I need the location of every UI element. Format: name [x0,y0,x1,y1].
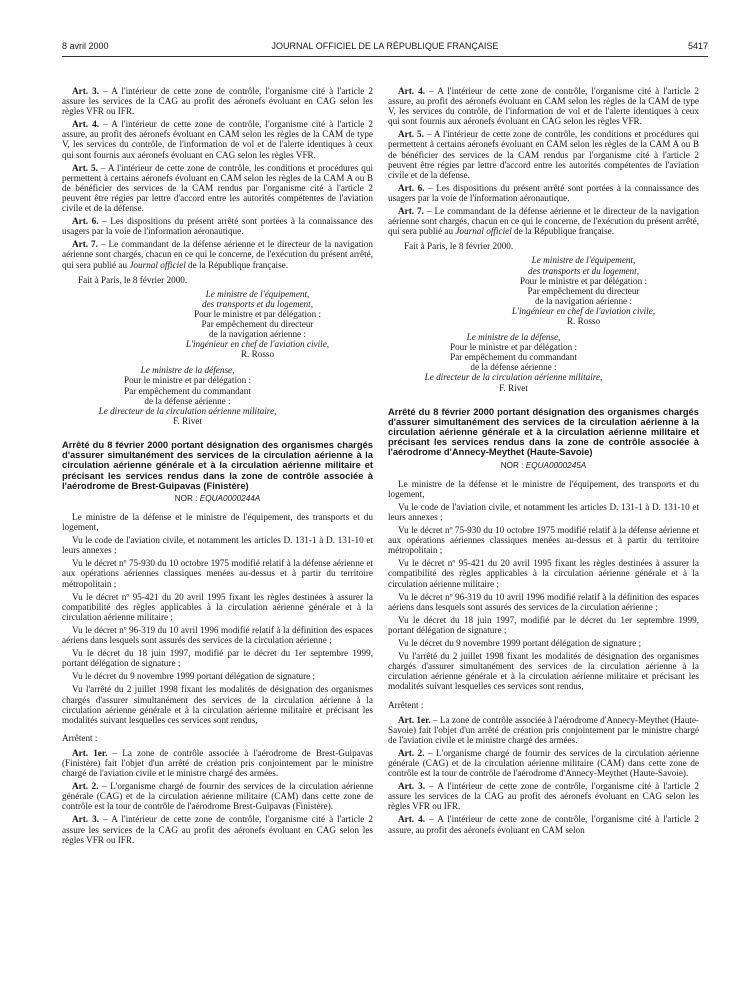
header-rule [62,56,708,57]
article-7: Art. 7. – Le commandant de la défense aérienne et le directeur de la navigation aérienne sont chargés, chacun en ce qui le concerne, de l'exécution du présent arrêté, qui sera publié au Journal officiel de la République française. [62,239,373,270]
nor-reference: NOR : EQUA0000244A [174,493,261,503]
article-4: Art. 4. – A l'intérieur de cette zone de contrôle, l'organisme cité à l'article 2 assure, au profit des aéronefs évoluant en CAM selon les règles de la CAM de type V, les services du contrôle, de l'information de vol et de l'alerte identiques à ceux qui sont fournis aux aéronefs évoluant en CAG selon les règles VFR. [388,86,699,127]
article-3: Art. 3. – A l'intérieur de cette zone de contrôle, l'organisme cité à l'article 2 assure les services de la CAG au profit des aéronefs évoluant en CAG selon les règles VFR ou IFR. [62,86,373,117]
page-header [62,41,708,55]
article-1: Art. 1er. – La zone de contrôle associée à l'aérodrome de Brest-Guipavas (Finistère) fait l'objet d'un arrêté de création pris conjointement par le ministre chargé de l'aviation civile et le ministre chargé des armées. [62,747,373,779]
preamble: Le ministre de la défense et le ministre de l'équipement, des transports et du logement, [62,512,373,533]
article-2: Art. 2. – L'organisme chargé de fournir des services de la circulation aérienne générale (CAG) et de la circulation aérienne militaire (CAM) dans cette zone de contrôle est la tour de contrôle de l'aérodrome d'Annecy-Meythet (Haute-Savoie). [388,747,699,779]
visa-1: Vu le code de l'aviation civile, et notamment les articles D. 131-1 à D. 131-10 et leurs annexes ; [388,501,699,523]
article-3-brest: Art. 3. – A l'intérieur de cette zone de contrôle, l'organisme cité à l'article 2 assure les services de la CAG au profit des aéronefs évoluant en CAG selon les règles VFR ou IFR. [62,814,373,845]
article-6: Art. 6. – Les dispositions du présent arrêté sont portées à la connaissance des usagers par la voie de l'information aéronautique. [388,182,699,203]
signature-equipement: Le ministre de l'équipement, des transports et du logement, Pour le ministre et par délégation : Par empêchement du directeur de la navigation aérienne : L'ingénieur en chef de l'aviation civile, R. Rosso [511,255,656,326]
nor-reference: NOR : EQUA0000245A [500,460,587,470]
visa-2: Vu le décret nº 75-930 du 10 octobre 1975 modifié relatif à la défense aérienne et aux opérations aériennes classiques menées au-dessus et à partir du territoire métropolitain ; [62,558,373,589]
visa-4: Vu le décret nº 96-319 du 10 avril 1996 modifié relatif à la définition des espaces aériens dans lesquels sont assurés des services de la circulation aérienne ; [62,624,373,646]
article-5: Art. 5. – A l'intérieur de cette zone de contrôle, les conditions et procédures qui permettent à certains aéronefs évoluant en CAM selon les règles de la CAM A ou B de bénéficier des services de la CAM rendus par l'organisme cité à l'article 2 peuvent être régies par lettre d'accord entre les autorités compétentes de l'aviation civile et de la défense. [388,129,699,180]
visa-1: Vu le code de l'aviation civile, et notamment les articles D. 131-1 à D. 131-10 et leurs annexes ; [62,535,373,556]
visa-4: Vu le décret nº 96-319 du 10 avril 1996 modifié relatif à la définition des espaces aériens dans lesquels sont assurés des services de la circulation aérienne ; [388,591,699,612]
arretent: Arrêtent : [388,699,424,710]
article-4-annecy: Art. 4. – A l'intérieur de cette zone de contrôle, l'organisme cité à l'article 2 assure, au profit des aéronefs évoluant en CAM selon [388,814,699,835]
visa-2: Vu le décret nº 75-930 du 10 octobre 1975 modifié relatif à la défense aérienne et aux opérations aériennes classiques menées au-dessus et à partir du territoire métropolitain ; [388,525,699,556]
fait-a-paris: Fait à Paris, le 8 février 2000. [404,241,514,252]
signature-equipement: Le ministre de l'équipement, des transports et du logement, Pour le ministre et par délégation : Par empêchement du directeur de la navigation aérienne : L'ingénieur en chef de l'aviation civile, R. Rosso [185,288,330,360]
arretent: Arrêtent : [62,732,98,743]
visa-5: Vu le décret du 18 juin 1997, modifié par le décret du 1er septembre 1999, portant délégation de signature ; [62,648,373,669]
visa-7: Vu l'arrêté du 2 juillet 1998 fixant les modalités de désignation des organismes chargés d'assurer simultanément des services de la circulation aérienne à la circulation aérienne générale et à la circulation aérienne militaire et précisant les modalités suivant lesquelles ces services sont rendus, [62,684,373,725]
visa-7: Vu l'arrêté du 2 juillet 1998 fixant les modalités de désignation des organismes chargés d'assurer simultanément des services de la circulation aérienne à la circulation aérienne générale et à la circulation aérienne militaire et précisant les modalités suivant lesquelles ces services sont rendus, [388,651,699,692]
visa-6: Vu le décret du 9 novembre 1999 portant délégation de signature ; [72,671,316,682]
article-6: Art. 6. – Les dispositions du présent arrêté sont portées à la connaissance des usagers par la voie de l'information aéronautique. [62,216,373,237]
article-1: Art. 1er. – La zone de contrôle associée à l'aérodrome d'Annecy-Meythet (Haute-Savoie) fait l'objet d'un arrêté de création pris conjointement par le ministre chargé de l'aviation civile et le ministre chargé des armées. [388,714,699,745]
visa-3: Vu le décret nº 95-421 du 20 avril 1995 fixant les règles destinées à assurer la compatibilité des règles applicables à la circulation aérienne générale et à la circulation aérienne militaire ; [62,591,373,622]
visa-5: Vu le décret du 18 juin 1997, modifié par le décret du 1er septembre 1999, portant délégation de signature ; [388,614,699,635]
left-column [62,86,373,986]
signature-defense: Le ministre de la défense, Pour le ministre et par délégation : Par empêchement du commandant de la défense aérienne : Le directeur de la circulation aérienne militaire, F. Rivet [98,365,277,426]
fait-a-paris: Fait à Paris, le 8 février 2000. [78,274,188,285]
article-3-annecy: Art. 3. – A l'intérieur de cette zone de contrôle, l'organisme cité à l'article 2 assure les services de la CAG au profit des aéronefs évoluant en CAG selon les règles VFR ou IFR. [388,781,699,812]
right-column [388,86,699,986]
article-5: Art. 5. – A l'intérieur de cette zone de contrôle, les conditions et procédures qui permettent à certains aéronefs évoluant en CAM selon les règles de la CAM A ou B de bénéficier des services de la CAM rendus par l'organisme cité à l'article 2 peuvent être régies par lettre d'accord entre les autorités compétentes de l'aviation civile et de la défense. [62,162,373,214]
preamble: Le ministre de la défense et le ministre de l'équipement, des transports et du logement, [388,478,699,499]
article-4: Art. 4. – A l'intérieur de cette zone de contrôle, l'organisme cité à l'article 2 assure, au profit des aéronefs évoluant en CAM selon les règles de la CAM de type V, les services du contrôle, de l'information de vol et de l'alerte identiques à ceux qui sont fournis aux aéronefs évoluant en CAG selon les règles VFR. [62,119,373,160]
article-7: Art. 7. – Le commandant de la défense aérienne et le directeur de la navigation aérienne sont chargés, chacun en ce qui le concerne, de l'exécution du présent arrêté, qui sera publié au Journal officiel de la République française. [388,206,699,237]
article-2: Art. 2. – L'organisme chargé de fournir des services de la circulation aérienne générale (CAG) et de la circulation aérienne militaire (CAM) dans cette zone de contrôle est la tour de contrôle de l'aérodrome Brest-Guipavas (Finistère). [62,781,373,812]
visa-6: Vu le décret du 9 novembre 1999 portant délégation de signature ; [398,638,642,649]
header-date: 8 avril 2000 [62,41,109,51]
header-title: JOURNAL OFFICIEL DE LA RÉPUBLIQUE FRANÇAISE [271,41,499,51]
decree-title-annecy: Arrêté du 8 février 2000 portant désignation des organismes chargés d'assurer simultanément des services de la circulation aérienne à la circulation aérienne générale et à la circulation aérienne militaire et précisant les services rendus dans la zone de contrôle associée à l'aérodrome d'Annecy-Meythet (Haute-Savoie) [388,405,699,458]
signature-defense: Le ministre de la défense, Pour le ministre et par délégation : Par empêchement du commandant de la défense aérienne : Le directeur de la circulation aérienne militaire, F. Rivet [424,332,603,393]
decree-title-brest: Arrêté du 8 février 2000 portant désignation des organismes chargés d'assurer simultanément des services de la circulation aérienne à la circulation aérienne générale et à la circulation aérienne militaire et précisant les services rendus dans la zone de contrôle associée à l'aérodrome de Brest-Guipavas (Finistère) [62,438,373,491]
visa-3: Vu le décret nº 95-421 du 20 avril 1995 fixant les règles destinées à assurer la compatibilité des règles applicables à la circulation aérienne générale et à la circulation aérienne militaire ; [388,558,699,589]
header-page-number: 5417 [687,41,708,51]
